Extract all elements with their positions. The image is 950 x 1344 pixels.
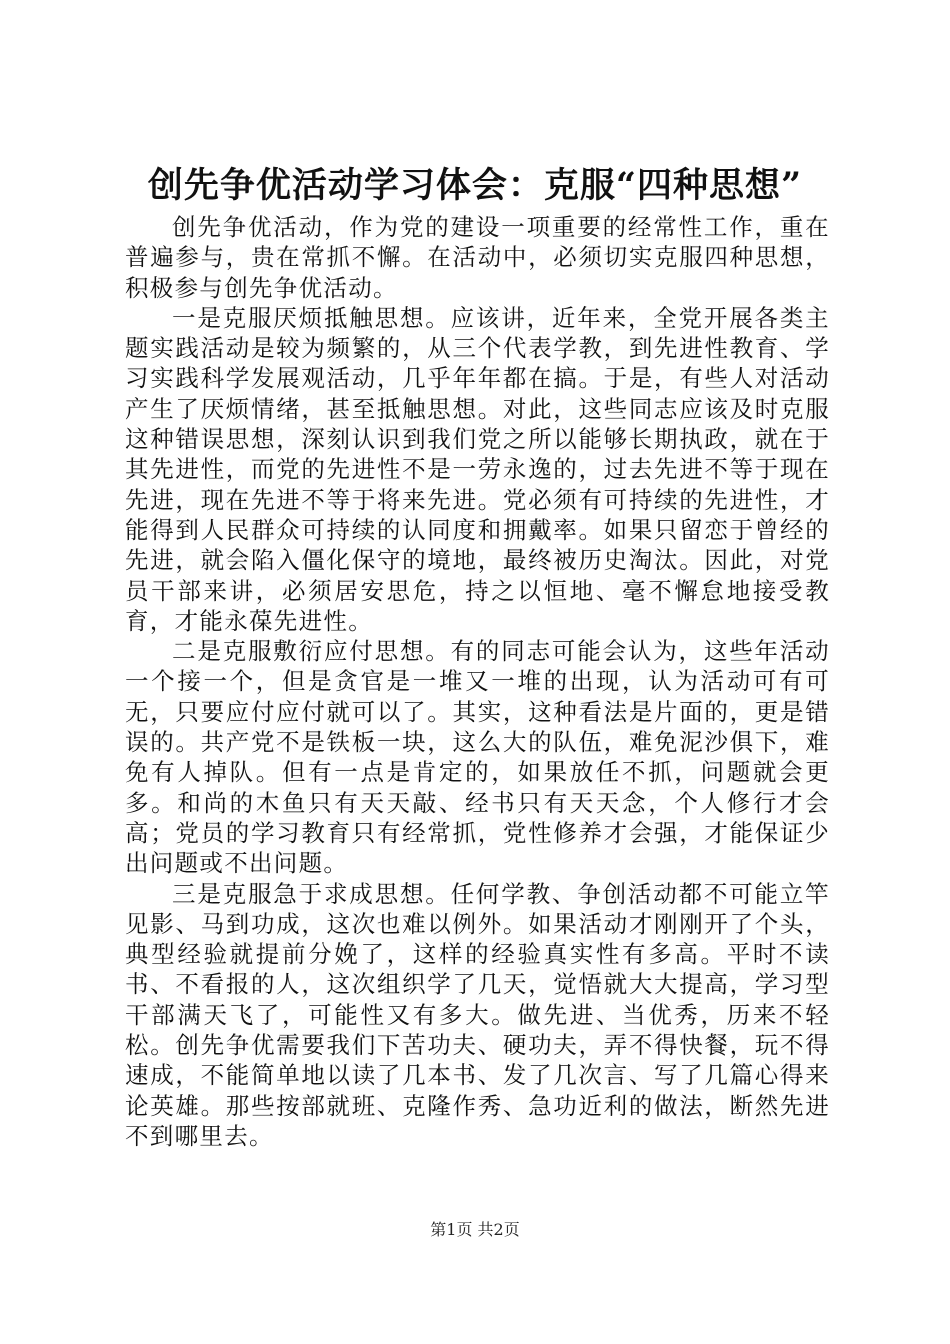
page-number-footer: 第1页 共2页 bbox=[430, 1220, 520, 1239]
document-title: 创先争优活动学习体会：克服“四种思想” bbox=[147, 165, 803, 206]
document-body bbox=[125, 212, 830, 1151]
paragraph-third-point: 三是克服急于求成思想。任何学教、争创活动都不可能立竿见影、马到功成，这次也难以例外。如果活动才刚刚开了个头，典型经验就提前分娩了，这样的经验真实性有多高。平时不读书、不看报的人，这次组织学了几天，觉悟就大大提高，学习型干部满天飞了，可能性又有多大。做先进、当优秀，历来不轻松。创先争优需要我们下苦功夫、硬功夫，弄不得快餐，玩不得速成，不能简单地以读了几本书、发了几次言、写了几篇心得来论英雄。那些按部就班、克隆作秀、急功近利的做法，断然先进不到哪里去。 bbox=[125, 879, 830, 1150]
paragraph-intro: 创先争优活动，作为党的建设一项重要的经常性工作，重在普遍参与，贵在常抓不懈。在活动中，必须切实克服四种思想，积极参与创先争优活动。 bbox=[125, 213, 830, 302]
paragraph-first-point: 一是克服厌烦抵触思想。应该讲，近年来，全党开展各类主题实践活动是较为频繁的，从三个代表学教，到先进性教育、学习实践科学发展观活动，几乎年年都在搞。于是，有些人对活动产生了厌烦情绪，甚至抵触思想。对此，这些同志应该及时克服这种错误思想，深刻认识到我们党之所以能够长期执政，就在于其先进性，而党的先进性不是一劳永逸的，过去先进不等于现在先进，现在先进不等于将来先进。党必须有可持续的先进性，才能得到人民群众可持续的认同度和拥戴率。如果只留恋于曾经的先进，就会陷入僵化保守的境地，最终被历史淘汰。因此，对党员干部来讲，必须居安思危，持之以恒地、毫不懈怠地接受教育，才能永葆先进性。 bbox=[125, 303, 830, 635]
paragraph-second-point: 二是克服敷衍应付思想。有的同志可能会认为，这些年活动一个接一个，但是贪官是一堆又一堆的出现，认为活动可有可无，只要应付应付就可以了。其实，这种看法是片面的，更是错误的。共产党不是铁板一块，这么大的队伍，难免泥沙俱下，难免有人掉队。但有一点是肯定的，如果放任不抓，问题就会更多。和尚的木鱼只有天天敲、经书只有天天念，个人修行才会高；党员的学习教育只有经常抓，党性修养才会强，才能保证少出问题或不出问题。 bbox=[125, 637, 830, 878]
